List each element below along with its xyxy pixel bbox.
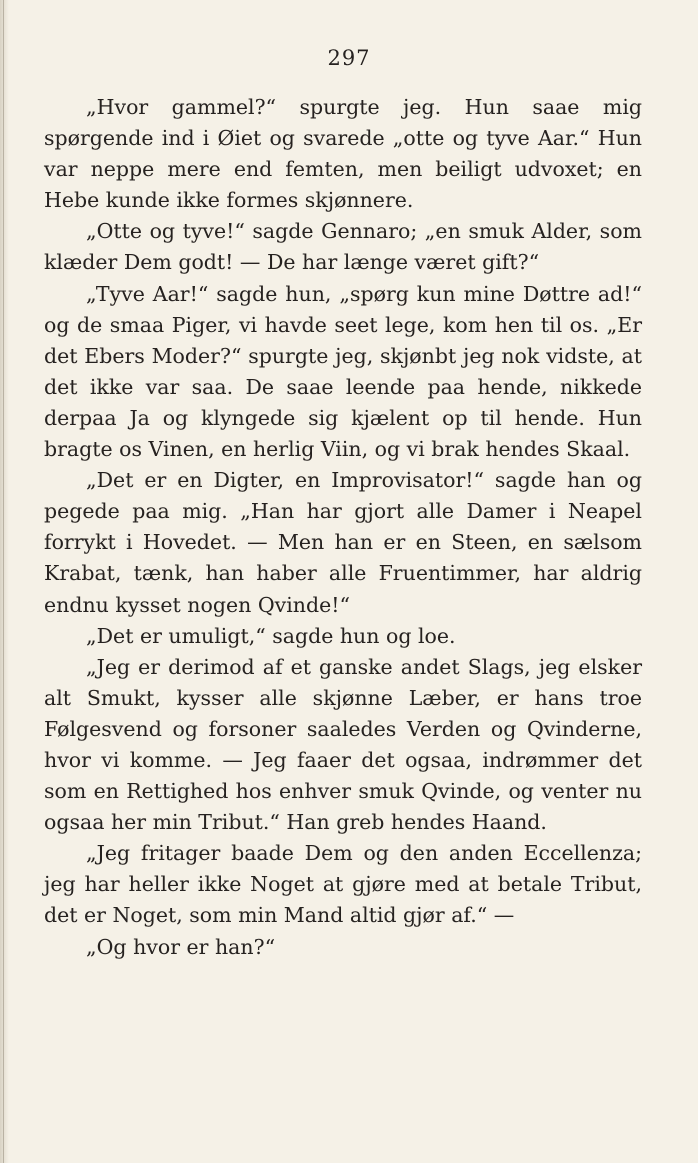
body-text: [44, 92, 642, 963]
page-binding-line: [3, 0, 4, 1163]
page-number: 297: [327, 46, 371, 70]
page-binding-edge: [0, 0, 9, 1163]
paragraph: „Tyve Aar!“ sagde hun, „spørg kun mine Døttre ad!“ og de smaa Piger, vi havde seet lege, kom hen til os. „Er det Ebers Moder?“ spurgte jeg, skjønbt jeg nok vidste, at det ikke var saa. De saae leende paa hende, nikkede derpaa Ja og klyngede sig kjælent op til hende. Hun bragte os Vinen, en herlig Viin, og vi brak hendes Skaal.: [44, 281, 642, 462]
paragraph: „Det er umuligt,“ sagde hun og loe.: [86, 623, 456, 648]
paragraph: „Jeg fritager baade Dem og den anden Eccellenza; jeg har heller ikke Noget at gjøre med at betale Tribut, det er Noget, som min Mand altid gjør af.“ —: [44, 841, 642, 928]
paragraph: „Hvor gammel?“ spurgte jeg. Hun saae mig spørgende ind i Øiet og svarede „otte og tyve Aar.“ Hun var neppe mere end femten, men beiligt udvoxet; en Hebe kunde ikke formes skjønnere.: [44, 95, 642, 213]
paragraph: „Otte og tyve!“ sagde Gennaro; „en smuk Alder, som klæder Dem godt! — De har længe været gift?“: [44, 219, 642, 275]
paragraph: „Jeg er derimod af et ganske andet Slags, jeg elsker alt Smukt, kysser alle skjønne Læber, er hans troe Følgesvend og forsoner saaledes Verden og Qvinderne, hvor vi komme. — Jeg faaer det ogsaa, indrømmer det som en Rettighed hos enhver smuk Qvinde, og venter nu ogsaa her min Tribut.“ Han greb hendes Haand.: [44, 654, 642, 835]
paragraph: „Det er en Digter, en Improvisator!“ sagde han og pegede paa mig. „Han har gjort alle Damer i Neapel forrykt i Hovedet. — Men han er en Steen, en sælsom Krabat, tænk, han haber alle Fruentimmer, har aldrig endnu kysset nogen Qvinde!“: [44, 468, 642, 617]
paragraph: „Og hvor er han?“: [86, 934, 276, 959]
